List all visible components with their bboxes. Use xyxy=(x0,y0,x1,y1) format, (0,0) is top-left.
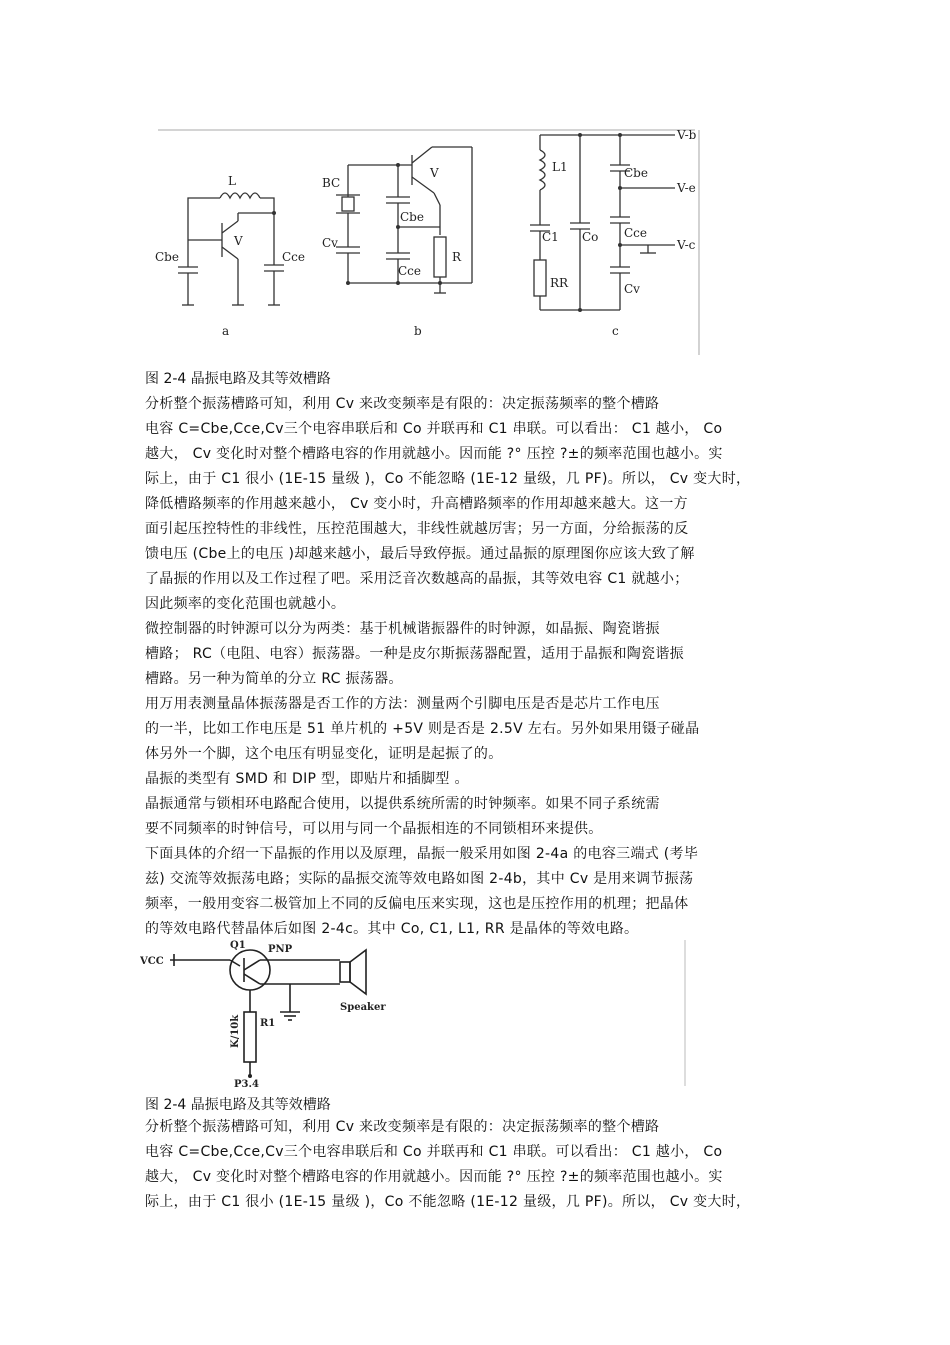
label-p34: P3.4 xyxy=(234,1079,259,1090)
text-line: 频率，一般用变容二极管加上不同的反偏电压来实现，这也是压控作用的机理；把晶体 xyxy=(145,896,689,912)
label-b-V: V xyxy=(430,166,439,180)
text-line: 的等效电路代替晶体后如图 2-4c。其中 Co, C1, L1, RR 是晶体的等效电路。 xyxy=(145,921,639,937)
text-line: 面引起压控特性的非线性，压控范围越大，非线性就越厉害；另一方面，分给振荡的反 xyxy=(145,521,689,537)
label-c-Ve: V-e xyxy=(677,181,696,195)
label-pnp: PNP xyxy=(268,944,293,955)
label-a-L: L xyxy=(228,174,236,188)
text-line: 槽路。另一种为简单的分立 RC 振荡器。 xyxy=(145,671,403,687)
label-vcc: VCC xyxy=(140,956,164,967)
text-line: 要不同频率的时钟信号，可以用与同一个晶振相连的不同锁相环来提供。 xyxy=(145,821,603,837)
text-line: 分析整个振荡槽路可知，利用 Cv 来改变频率是有限的：决定振荡频率的整个槽路 xyxy=(145,396,660,412)
label-c-L1: L1 xyxy=(552,160,568,174)
text-line: 体另外一个脚，这个电压有明显变化，证明是起振了的。 xyxy=(145,746,503,762)
label-a-Cbe: Cbe xyxy=(155,250,179,264)
label-b-Cbe: Cbe xyxy=(400,210,424,224)
label-a-V: V xyxy=(234,234,243,248)
text-line: 兹) 交流等效振荡电路；实际的晶振交流等效电路如图 2-4b，其中 Cv 是用来调节振荡 xyxy=(145,871,694,887)
label-b-Cce: Cce xyxy=(398,264,422,278)
label-b-BC: BC xyxy=(322,176,341,190)
label-c-Cbe: Cbe xyxy=(624,166,648,180)
label-c-Co: Co xyxy=(582,230,599,244)
text-line: 晶振的类型有 SMD 和 DIP 型，即贴片和插脚型 。 xyxy=(145,771,469,787)
label-a-Cce: Cce xyxy=(282,250,306,264)
label-speaker: Speaker xyxy=(340,1002,386,1013)
label-r1: R1 xyxy=(260,1018,276,1029)
label-b-Cv: Cv xyxy=(322,236,338,250)
text-line: 用万用表测量晶体振荡器是否工作的方法：测量两个引脚电压是否是芯片工作电压 xyxy=(145,696,660,712)
label-c-Vc: V-c xyxy=(677,238,696,252)
label-c-tag: c xyxy=(612,324,619,338)
figure-caption: 图 2-4 晶振电路及其等效槽路 xyxy=(145,371,331,387)
label-b-tag: b xyxy=(414,324,422,338)
label-c-Cv: Cv xyxy=(624,282,640,296)
label-b-R: R xyxy=(452,250,462,264)
text-line: 的一半，比如工作电压是 51 单片机的 +5V 则是否是 2.5V 左右。另外如果用镊子碰晶 xyxy=(145,721,700,737)
label-c-Vb: V-b xyxy=(677,128,697,142)
text-line: 越大， Cv 变化时对整个槽路电容的作用就越小。因而能 ?° 压控 ?±的频率范围也越小。实 xyxy=(145,446,723,462)
text-line: 电容 C=Cbe,Cce,Cv三个电容串联后和 Co 并联再和 C1 串联。可以看出： C1 越小， Co xyxy=(145,1144,723,1160)
text-line: 槽路； RC（电阻、电容）振荡器。一种是皮尔斯振荡器配置，适用于晶振和陶瓷谐振 xyxy=(145,646,684,662)
text-line: 了晶振的作用以及工作过程了吧。采用泛音次数越高的晶振，其等效电容 C1 就越小； xyxy=(145,571,689,587)
text-line: 微控制器的时钟源可以分为两类：基于机械谐振器件的时钟源，如晶振、陶瓷谐振 xyxy=(145,621,660,637)
text-line: 晶振通常与锁相环电路配合使用，以提供系统所需的时钟频率。如果不同子系统需 xyxy=(145,796,660,812)
text-line: 越大， Cv 变化时对整个槽路电容的作用就越小。因而能 ?° 压控 ?±的频率范围也越小。实 xyxy=(145,1169,723,1185)
figure-caption-2: 图 2-4 晶振电路及其等效槽路 xyxy=(145,1097,331,1113)
text-line: 因此频率的变化范围也就越小。 xyxy=(145,596,346,612)
oscillator-circuits-figure xyxy=(150,125,710,360)
label-c-C1: C1 xyxy=(542,230,559,244)
speaker-driver-figure xyxy=(140,940,690,1090)
label-c-RR: RR xyxy=(550,276,569,290)
text-line: 分析整个振荡槽路可知，利用 Cv 来改变频率是有限的：决定振荡频率的整个槽路 xyxy=(145,1119,660,1135)
text-line: 馈电压 (Cbe上的电压 )却越来越小，最后导致停振。通过晶振的原理图你应该大致了解 xyxy=(145,546,695,562)
text-line: 际上，由于 C1 很小 (1E-15 量级 )，Co 不能忽略 (1E-12 量级，几 PF)。所以， Cv 变大时， xyxy=(145,471,751,487)
text-line: 际上，由于 C1 很小 (1E-15 量级 )，Co 不能忽略 (1E-12 量级，几 PF)。所以， Cv 变大时， xyxy=(145,1194,751,1210)
text-line: 下面具体的介绍一下晶振的作用以及原理，晶振一般采用如图 2-4a 的电容三端式 (考毕 xyxy=(145,846,699,862)
text-line: 降低槽路频率的作用越来越小， Cv 变小时，升高槽路频率的作用却越来越大。这一方 xyxy=(145,496,688,512)
label-a-tag: a xyxy=(222,324,230,338)
label-c-Cce: Cce xyxy=(624,226,648,240)
label-k10k: K/10k xyxy=(230,1014,241,1048)
text-line: 电容 C=Cbe,Cce,Cv三个电容串联后和 Co 并联再和 C1 串联。可以看出： C1 越小， Co xyxy=(145,421,723,437)
label-q1: Q1 xyxy=(230,940,246,951)
